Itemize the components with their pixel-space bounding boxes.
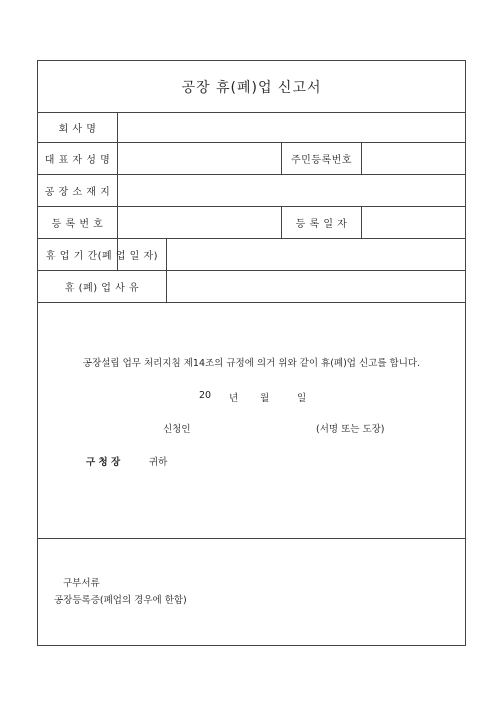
row-divider xyxy=(38,538,465,539)
day-unit: 일 xyxy=(297,393,307,404)
year-prefix: 20 xyxy=(199,390,212,401)
recipient-suffix: 귀하 xyxy=(149,457,168,468)
closure-period-label: 휴 업 기 간(폐 업 일 자) xyxy=(45,251,159,262)
representative-label: 대 표 자 성 명 xyxy=(44,155,111,166)
representative-field[interactable] xyxy=(118,143,281,174)
signature-note: (서명 또는 도장) xyxy=(316,424,385,435)
resident-number-field[interactable] xyxy=(362,143,466,174)
attachments-heading: 구부서류 xyxy=(63,578,100,589)
factory-address-field[interactable] xyxy=(118,175,466,206)
declaration-statement: 공장설립 업무 처리지침 제14조의 규정에 의거 위와 같이 휴(폐)업 신고를 합니다. xyxy=(82,358,421,369)
year-unit: 년 xyxy=(229,393,239,404)
registration-date-field[interactable] xyxy=(362,207,466,238)
registration-number-field[interactable] xyxy=(118,207,281,238)
closure-report-form xyxy=(37,60,466,646)
applicant-line xyxy=(38,421,465,435)
closure-reason-field[interactable] xyxy=(167,271,466,302)
company-name-field[interactable] xyxy=(118,113,466,142)
form-title: 공장 휴(폐)업 신고서 xyxy=(181,79,322,96)
registration-date-label: 등 록 일 자 xyxy=(295,219,348,230)
recipient-line xyxy=(38,454,465,468)
closure-period-field[interactable] xyxy=(167,239,466,270)
month-unit: 월 xyxy=(260,393,270,404)
resident-number-label: 주민등록번호 xyxy=(291,155,352,166)
attachment-item: 공장등록증(폐업의 경우에 한함) xyxy=(54,595,187,606)
row-divider xyxy=(38,302,465,303)
closure-reason-label: 휴 (폐) 업 사 유 xyxy=(64,283,140,294)
recipient: 구 청 장 xyxy=(86,457,121,468)
company-name-label: 회 사 명 xyxy=(58,124,97,135)
factory-address-label: 공 장 소 재 지 xyxy=(44,187,111,198)
registration-number-label: 등 록 번 호 xyxy=(51,219,104,230)
date-line xyxy=(38,390,465,404)
applicant-label: 신청인 xyxy=(163,424,191,435)
